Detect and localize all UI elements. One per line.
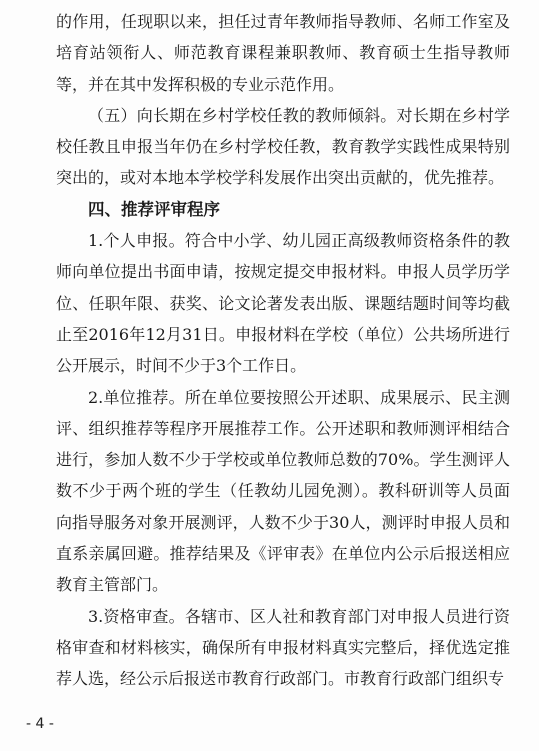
step-individual-application: 1.个人申报。符合中小学、幼儿园正高级教师资格条件的教师向单位提出书面申请，按规定提交申报材料。申报人员学历学位、任职年限、获奖、论文论著发表出版、课题结题时间等均截止至2016年12月31日。申报材料在学校（单位）公共场所进行公开展示，时间不少于3个工作日。 [56, 231, 510, 376]
paragraph-continuation: 的作用，任现职以来，担任过青年教师指导教师、名师工作室及培育站领衔人、师范教育课程兼职教师、教育硕士生指导教师等，并在其中发挥积极的专业示范作用。 [56, 12, 510, 94]
step-qualification-review: 3.资格审查。各辖市、区人社和教育部门对申报人员进行资格审查和材料核实，确保所有申报材料真实完整后，择优选定推荐人选，经公示后报送市教育行政部门。市教育行政部门组织专 [56, 606, 510, 689]
paragraph-rural-teachers: （五）向长期在乡村学校任教的教师倾斜。对长期在乡村学校任教且申报当年仍在乡村学校任教，教育教学实践性成果特别突出的，或对本地本学校学科发展作出突出贡献的，优先推荐。 [56, 105, 510, 188]
section-heading: 四、推荐评审程序 [88, 199, 220, 219]
step-unit-recommendation: 2.单位推荐。所在单位要按照公开述职、成果展示、民主测评、组织推荐等程序开展推荐工作。公开述职和教师测评相结合进行，参加人数不少于学校或单位教师总数的70%。学生测评人数不少于两个班的学生（任教幼儿园免测）。教科研训等人员面向指导服务对象开展测评，人数不少于30人，测评时申报人员和直系亲属回避。推荐结果及《评审表》在单位内公示后报送相应教育主管部门。 [56, 387, 510, 595]
document-body [56, 6, 510, 695]
page-number: - 4 - [26, 716, 54, 732]
